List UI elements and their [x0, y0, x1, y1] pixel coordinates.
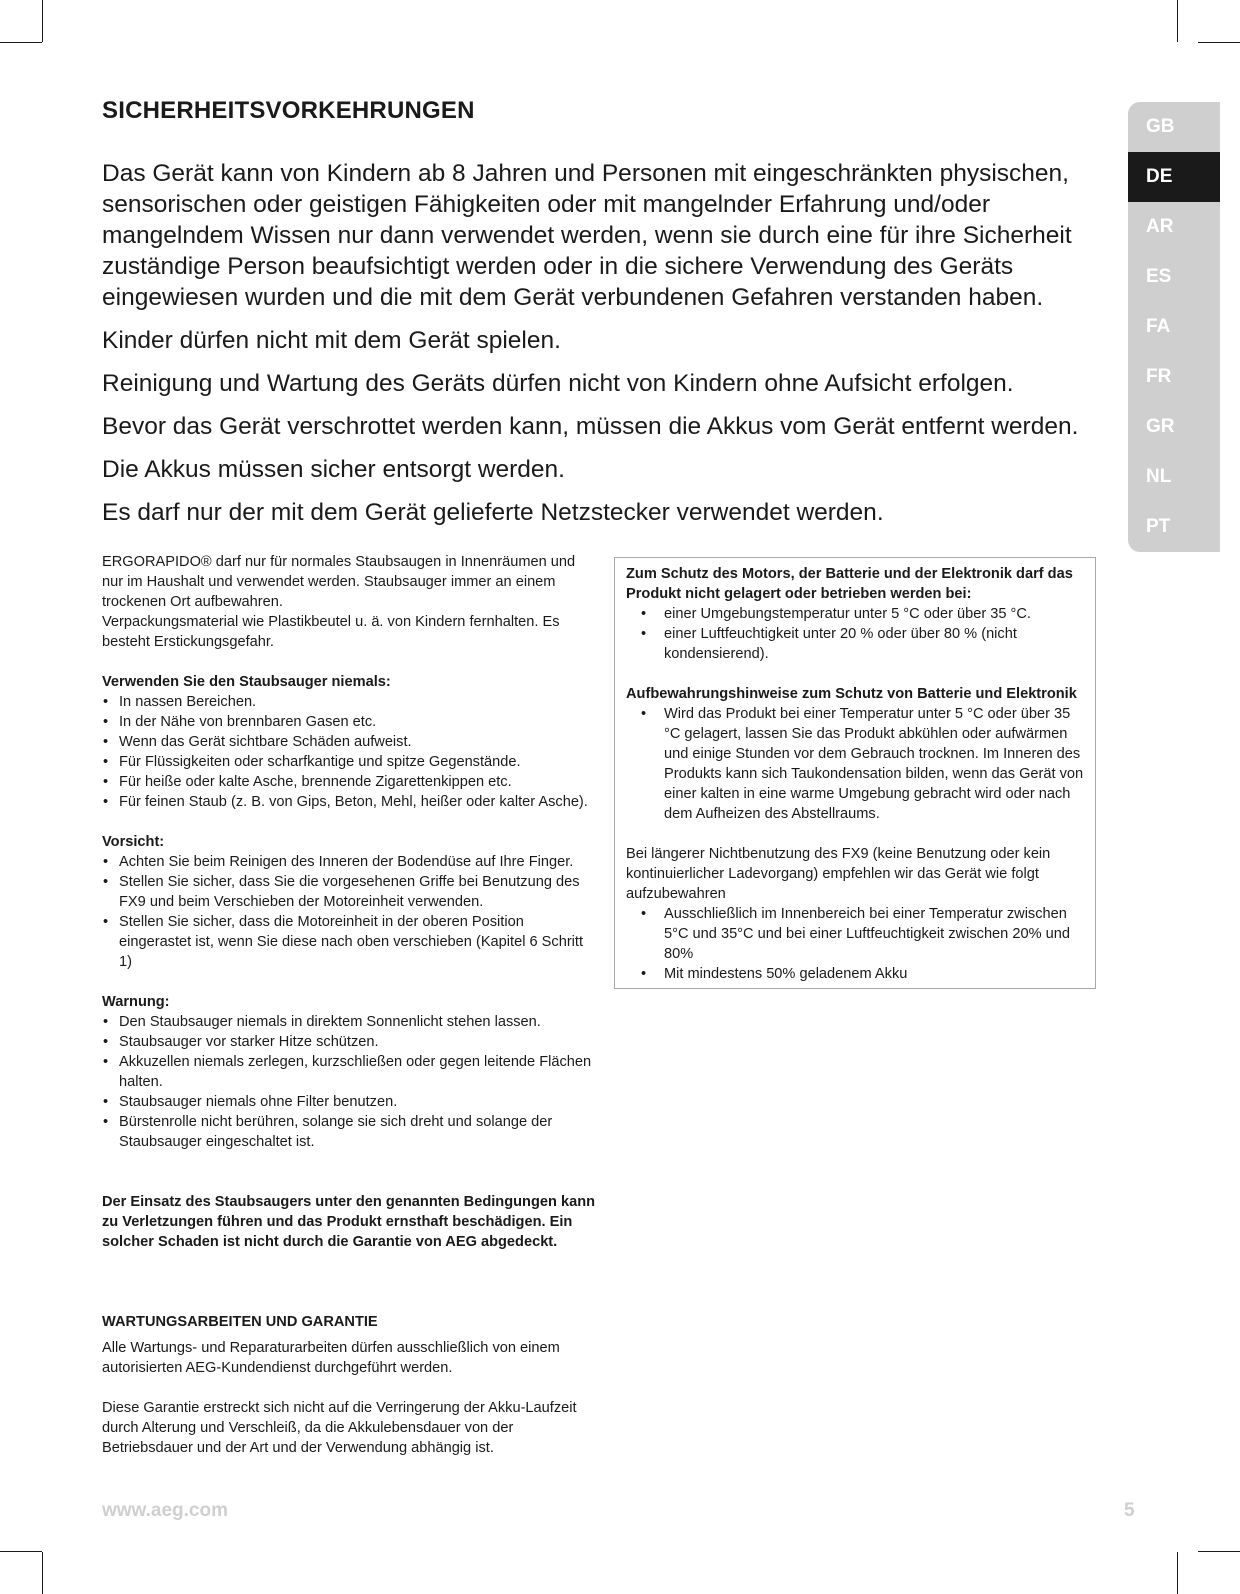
packaging-paragraph: Verpackungsmaterial wie Plastikbeutel u. ä. von Kindern fernhalten. Es besteht Erstickungsgefahr. [102, 614, 560, 650]
protect-title: Zum Schutz des Motors, der Batterie und der Elektronik darf das Produkt nicht gelagert oder betrieben werden bei: [626, 566, 1073, 602]
warranty-paragraph: Diese Garantie erstreckt sich nicht auf die Verringerung der Akku-Laufzeit durch Alterung und Verschleiß, da die Akkulebensdauer von der Betriebsdauer und der Art und der Verwendung abhängig ist. [102, 1400, 577, 1456]
service-title: WARTUNGSARBEITEN UND GARANTIE [102, 1314, 378, 1330]
list-item: • Wird das Produkt bei einer Temperatur unter 5 °C oder über 35 °C gelagert, lassen Sie das Produkt abkühlen oder aufwärmen und einige Stunden vor dem Gebrauch trocknen. Im Inneren des Produkts kann sich Taukondensation bilden, wenn das Gerät von einer kalten in eine warme Umgebung gebracht wird oder nach dem Aufheizen des Abstellraums. [626, 704, 1084, 824]
tab-fa[interactable]: FA [1128, 302, 1220, 352]
intro-section [102, 158, 1092, 540]
crop-mark [0, 1551, 42, 1552]
list-item: • Ausschließlich im Innenbereich bei einer Temperatur zwischen 5°C und 35°C und bei einer Luftfeuchtigkeit zwischen 20% und 80% [626, 904, 1084, 964]
list-item: • Für feinen Staub (z. B. von Gips, Beton, Mehl, heißer oder kalter Asche). [102, 792, 596, 812]
list-item: • In nassen Bereichen. [102, 692, 596, 712]
language-tabs [1128, 102, 1220, 552]
crop-mark [1198, 1551, 1240, 1552]
crop-mark [42, 1552, 43, 1594]
protect-list [626, 604, 1084, 664]
storage-title: Aufbewahrungshinweise zum Schutz von Batterie und Elektronik [626, 686, 1077, 702]
left-column [102, 552, 596, 1458]
intro-paragraph: Die Akkus müssen sicher entsorgt werden. [102, 456, 565, 483]
never-title: Verwenden Sie den Staubsauger niemals: [102, 674, 391, 690]
damage-note: Der Einsatz des Staubsaugers unter den genannten Bedingungen kann zu Verletzungen führen und das Produkt ernsthaft beschädigen. Ein solcher Schaden ist nicht durch die Garantie von AEG abgedeckt. [102, 1194, 596, 1250]
never-list [102, 692, 596, 812]
tab-gr[interactable]: GR [1128, 402, 1220, 452]
usage-paragraph: ERGORAPIDO® darf nur für normales Staubsaugen in Innenräumen und nur im Haushalt und verwendet werden. Staubsauger immer an einem trockenen Ort aufbewahren. [102, 554, 576, 610]
tab-nl[interactable]: NL [1128, 452, 1220, 502]
warning-list [102, 1012, 596, 1152]
list-item: • Für heiße oder kalte Asche, brennende Zigarettenkippen etc. [102, 772, 596, 792]
intro-paragraph: Kinder dürfen nicht mit dem Gerät spielen. [102, 327, 561, 354]
intro-paragraph: Bevor das Gerät verschrottet werden kann, müssen die Akkus vom Gerät entfernt werden. [102, 413, 1079, 440]
intro-paragraph: Reinigung und Wartung des Geräts dürfen nicht von Kindern ohne Aufsicht erfolgen. [102, 370, 1014, 397]
list-item: • einer Umgebungstemperatur unter 5 °C oder über 35 °C. [626, 604, 1084, 624]
tab-gb[interactable]: GB [1128, 102, 1220, 152]
list-item: • Für Flüssigkeiten oder scharfkantige und spitze Gegenstände. [102, 752, 596, 772]
crop-mark [0, 42, 42, 43]
storage-list [626, 704, 1084, 824]
list-item: • Den Staubsauger niemals in direktem Sonnenlicht stehen lassen. [102, 1012, 596, 1032]
page-title: SICHERHEITSVORKEHRUNGEN [102, 97, 475, 124]
tab-es[interactable]: ES [1128, 252, 1220, 302]
list-item: • Wenn das Gerät sichtbare Schäden aufweist. [102, 732, 596, 752]
crop-mark [42, 0, 43, 42]
list-item: • Stellen Sie sicher, dass Sie die vorgesehenen Griffe bei Benutzung des FX9 und beim Verschieben der Motoreinheit verwenden. [102, 872, 596, 912]
tab-fr[interactable]: FR [1128, 352, 1220, 402]
page-number: 5 [1124, 1500, 1135, 1521]
protection-info-box [614, 557, 1096, 989]
footer-url[interactable]: www.aeg.com [102, 1500, 228, 1521]
list-item: • Staubsauger niemals ohne Filter benutzen. [102, 1092, 596, 1112]
intro-paragraph: Es darf nur der mit dem Gerät gelieferte Netzstecker verwendet werden. [102, 499, 884, 526]
crop-mark [1198, 42, 1240, 43]
tab-pt[interactable]: PT [1128, 502, 1220, 552]
list-item: • Mit mindestens 50% geladenem Akku [626, 964, 1084, 984]
intro-paragraph: Das Gerät kann von Kindern ab 8 Jahren und Personen mit eingeschränkten physischen, sensorischen oder geistigen Fähigkeiten oder mit mangelnder Erfahrung und/oder mangelndem Wissen nur dann verwendet werden, wenn sie durch eine für ihre Sicherheit zuständige Person beaufsichtigt werden oder in die sichere Verwendung des Geräts eingewiesen wurden und die mit dem Gerät verbundenen Gefahren verstanden haben. [102, 160, 1072, 311]
list-item: • einer Luftfeuchtigkeit unter 20 % oder über 80 % (nicht kondensierend). [626, 624, 1084, 664]
crop-mark [1177, 1552, 1178, 1594]
caution-list [102, 852, 596, 972]
idle-list [626, 904, 1084, 984]
caution-title: Vorsicht: [102, 834, 165, 850]
list-item: • Stellen Sie sicher, dass die Motoreinheit in der oberen Position eingerastet ist, wenn Sie diese nach oben verschieben (Kapitel 6 Schritt 1) [102, 912, 596, 972]
list-item: • Akkuzellen niemals zerlegen, kurzschließen oder gegen leitende Flächen halten. [102, 1052, 596, 1092]
list-item: • Achten Sie beim Reinigen des Inneren der Bodendüse auf Ihre Finger. [102, 852, 596, 872]
list-item: • In der Nähe von brennbaren Gasen etc. [102, 712, 596, 732]
idle-paragraph: Bei längerer Nichtbenutzung des FX9 (keine Benutzung oder kein kontinuierlicher Ladevorgang) empfehlen wir das Gerät wie folgt aufzubewahren [626, 846, 1051, 902]
list-item: • Bürstenrolle nicht berühren, solange sie sich dreht und solange der Staubsauger eingeschaltet ist. [102, 1112, 596, 1152]
service-paragraph: Alle Wartungs- und Reparaturarbeiten dürfen ausschließlich von einem autorisierten AEG-Kundendienst durchgeführt werden. [102, 1340, 560, 1376]
list-item: • Staubsauger vor starker Hitze schützen. [102, 1032, 596, 1052]
tab-de[interactable]: DE [1128, 152, 1220, 202]
crop-mark [1177, 0, 1178, 42]
warning-title: Warnung: [102, 994, 170, 1010]
tab-ar[interactable]: AR [1128, 202, 1220, 252]
